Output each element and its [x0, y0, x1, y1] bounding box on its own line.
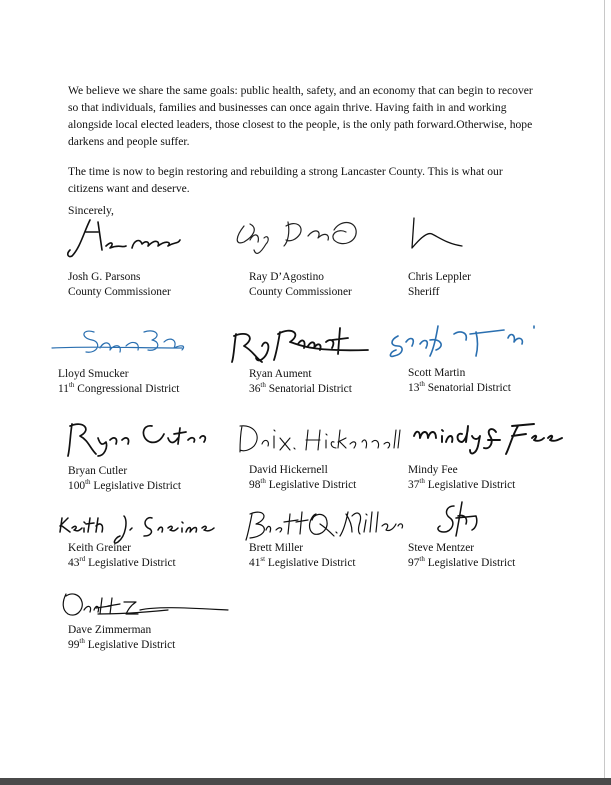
document-viewer-bottom-bar — [0, 778, 611, 785]
letter-paragraph-1: We believe we share the same goals: public health, safety, and an economy that can begin to recover so that individuals, families and businesses can once again thrive. Having faith in and working alongside local elected leaders, those closest to the people, is the only path forward.Otherwise, hope darkens and people suffer. — [68, 84, 533, 148]
signer-title: 100th Legislative District — [68, 478, 182, 492]
signer-title: 36th Senatorial District — [249, 381, 352, 395]
signature-mindy-fee — [408, 412, 598, 462]
signer-title: 11th Congressional District — [58, 381, 180, 395]
signer-title: County Commissioner — [68, 286, 171, 298]
signer-name: Keith Greiner — [68, 542, 131, 554]
signer-title: 13th Senatorial District — [408, 380, 511, 394]
signer-name: Lloyd Smucker — [58, 368, 129, 380]
signer-name: Scott Martin — [408, 367, 466, 379]
letter-closing: Sincerely, — [68, 204, 114, 217]
signer-name: Bryan Cutler — [68, 465, 128, 477]
signature-lloyd-smucker — [52, 318, 242, 368]
letter-paragraph-2: The time is now to begin restoring and rebuilding a strong Lancaster County. This is what our citizens want and deserve. — [68, 165, 503, 195]
signer-keith-greiner — [68, 541, 176, 571]
signer-lloyd-smucker — [58, 367, 179, 397]
signer-title: 41st Legislative District — [249, 555, 356, 569]
signer-steve-mentzer — [408, 541, 515, 571]
signer-title: 37th Legislative District — [408, 477, 516, 491]
signature-scott-martin — [386, 316, 576, 366]
signer-david-hickernell — [249, 463, 356, 493]
page-edge-divider — [604, 0, 605, 778]
signer-name: Brett Miller — [249, 542, 304, 554]
signer-title: 97th Legislative District — [408, 555, 516, 569]
signer-name: David Hickernell — [249, 464, 328, 476]
signer-bryan-cutler — [68, 464, 181, 494]
signer-name: Chris Leppler — [408, 271, 471, 283]
signer-name: Steve Mentzer — [408, 542, 475, 554]
signer-ray-dagostino — [249, 270, 352, 300]
signer-title: 43rd Legislative District — [68, 555, 176, 569]
signature-chris-leppler — [404, 208, 594, 258]
signer-name: Ryan Aument — [249, 368, 312, 380]
signer-brett-miller — [249, 541, 356, 571]
signer-title: Sheriff — [408, 286, 440, 298]
signer-dave-zimmerman — [68, 623, 175, 653]
signer-title: County Commissioner — [249, 286, 352, 298]
signer-scott-martin — [408, 366, 511, 396]
signature-ray-dagostino — [230, 210, 420, 260]
signature-david-hickernell — [234, 416, 424, 466]
signer-ryan-aument — [249, 367, 352, 397]
signer-chris-leppler — [408, 270, 471, 300]
signer-title: 98th Legislative District — [249, 477, 357, 491]
signer-name: Ray D’Agostino — [249, 271, 324, 283]
signer-name: Dave Zimmerman — [68, 624, 152, 636]
signer-title: 99th Legislative District — [68, 637, 176, 651]
signer-name: Mindy Fee — [408, 464, 458, 476]
signer-mindy-fee — [408, 463, 515, 493]
signer-name: Josh G. Parsons — [68, 271, 141, 283]
signature-josh-parsons — [62, 210, 252, 260]
signer-josh-parsons — [68, 270, 171, 300]
signature-bryan-cutler — [62, 412, 252, 462]
signature-steve-mentzer — [428, 496, 611, 546]
